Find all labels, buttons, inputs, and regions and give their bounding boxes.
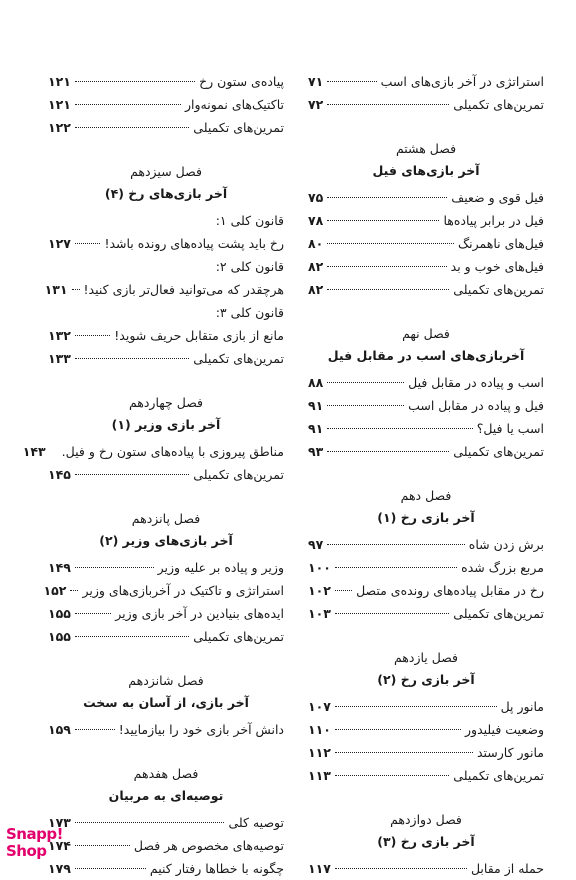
page-number: ۱۲۱	[48, 97, 71, 112]
chapter-label: فصل پانزدهم	[131, 511, 201, 526]
page-number: ۱۷۹	[48, 861, 71, 876]
toc-entry	[308, 209, 544, 232]
dot-leader	[75, 358, 189, 359]
rule-note	[48, 301, 284, 324]
entry-title: فیل‌های خوب و بد	[450, 259, 544, 274]
page-number: ۹۱	[308, 421, 324, 436]
dot-leader	[75, 243, 101, 244]
page-number: ۹۷	[308, 537, 324, 552]
page-number: ۱۰۷	[308, 699, 331, 714]
page-number: ۹۱	[308, 398, 324, 413]
chapter-title: آخر بازی‌های وزیر (۲)	[99, 533, 233, 548]
dot-leader	[327, 104, 449, 105]
page-number: ۷۵	[308, 190, 324, 205]
entry-title: تمرین‌های تکمیلی	[193, 467, 284, 482]
page-number: ۱۷۴	[48, 838, 71, 853]
page-number: ۱۱۳	[308, 768, 331, 783]
entry-title: هرچقدر که می‌توانید فعال‌تر بازی کنید!	[83, 282, 284, 297]
chapter-heading	[308, 809, 544, 853]
chapter-heading	[308, 138, 544, 182]
page-number: ۱۱۲	[308, 745, 331, 760]
dot-leader	[327, 289, 449, 290]
toc-entry	[48, 463, 284, 486]
chapter-title: آخر بازی رخ (۲)	[377, 672, 475, 687]
entry-title: تمرین‌های تکمیلی	[453, 97, 544, 112]
toc-entry	[48, 834, 284, 857]
toc-entry	[308, 417, 544, 440]
dot-leader	[327, 451, 449, 452]
page-number: ۱۷۳	[48, 815, 71, 830]
page-number: ۱۱۰	[308, 722, 331, 737]
page-number: ۹۳	[308, 444, 324, 459]
chapter-title: آخر بازی وزیر (۱)	[111, 417, 221, 432]
toc-entry	[308, 232, 544, 255]
toc-entry	[48, 556, 284, 579]
toc-entry	[22, 440, 284, 463]
dot-leader	[335, 752, 473, 753]
page-number: ۸۰	[308, 236, 324, 251]
entry-title: تاکتیک‌های نمونه‌وار	[184, 97, 284, 112]
entry-title: چگونه با خطاها رفتار کنیم	[149, 861, 284, 876]
toc-entry	[48, 116, 284, 139]
toc-entry	[308, 764, 544, 787]
chapter-label: فصل نهم	[402, 326, 450, 341]
page-number: ۱۴۵	[48, 467, 71, 482]
entry-title: قانون کلی ۲:	[215, 259, 284, 274]
dot-leader	[72, 289, 80, 290]
dot-leader	[75, 104, 181, 105]
entry-title: اسب یا فیل؟	[476, 421, 544, 436]
chapter-heading	[48, 670, 284, 714]
snapp-shop-logo	[6, 826, 62, 866]
toc-entry	[308, 741, 544, 764]
page-number: ۱۳۳	[48, 351, 71, 366]
entry-title: استراتژی در آخر بازی‌های اسب	[380, 74, 544, 89]
chapter-heading	[48, 763, 284, 807]
toc-entry	[308, 186, 544, 209]
toc-entry	[308, 695, 544, 718]
entry-title: رخ در مقابل پیاده‌های رونده‌ی متصل	[356, 583, 544, 598]
logo-line-2: Shop	[6, 842, 47, 860]
dot-leader	[75, 845, 130, 846]
chapter-heading	[48, 161, 284, 205]
toc-entry	[43, 579, 284, 602]
entry-title: توصیه کلی	[228, 815, 284, 830]
dot-leader	[75, 567, 154, 568]
dot-leader	[75, 868, 146, 869]
page-number: ۱۵۵	[48, 629, 71, 644]
entry-title: وضعیت فیلیدور	[465, 722, 544, 737]
chapter-label: فصل دوازدهم	[390, 812, 462, 827]
page-number: ۱۱۷	[308, 861, 331, 876]
chapter-title: آخر بازی‌های فیل	[372, 163, 480, 178]
entry-title: تمرین‌های تکمیلی	[193, 120, 284, 135]
dot-leader	[75, 127, 189, 128]
chapter-title: آخر بازی، از آسان به سخت	[83, 695, 249, 710]
dot-leader	[327, 428, 472, 429]
toc-entry	[308, 371, 544, 394]
chapter-label: فصل شانزدهم	[128, 673, 204, 688]
page-number: ۱۰۳	[308, 606, 331, 621]
entry-title: مربع بزرگ شده	[461, 560, 544, 575]
entry-title: رخ باید پشت پیاده‌های رونده باشد!	[104, 236, 284, 251]
dot-leader	[75, 474, 189, 475]
dot-leader	[327, 220, 439, 221]
page-number: ۱۰۰	[308, 560, 331, 575]
entry-title: مانور کارستد	[476, 745, 544, 760]
toc-entry	[48, 625, 284, 648]
toc-entry	[308, 93, 544, 116]
page-number: ۱۰۲	[308, 583, 331, 598]
toc-entry	[44, 278, 284, 301]
entry-title: تمرین‌های تکمیلی	[453, 606, 544, 621]
toc-entry	[48, 602, 284, 625]
page-number: ۱۵۵	[48, 606, 71, 621]
entry-title: فیل قوی و ضعیف	[451, 190, 544, 205]
toc-entry	[48, 718, 284, 741]
chapter-heading	[308, 323, 544, 367]
toc-entry	[308, 255, 544, 278]
toc-entry	[308, 718, 544, 741]
entry-title: قانون کلی ۳:	[215, 305, 284, 320]
dot-leader	[75, 636, 189, 637]
page-number: ۱۳۲	[48, 328, 71, 343]
toc-entry	[48, 324, 284, 347]
dot-leader	[75, 822, 225, 823]
dot-leader	[335, 613, 449, 614]
dot-leader	[327, 243, 454, 244]
dot-leader	[327, 197, 447, 198]
toc-entry	[308, 857, 544, 880]
dot-leader	[75, 335, 110, 336]
dot-leader	[327, 81, 376, 82]
entry-title: تمرین‌های تکمیلی	[453, 768, 544, 783]
toc-entry	[48, 811, 284, 834]
dot-leader	[327, 382, 404, 383]
entry-title: توصیه‌های مخصوص هر فصل	[133, 838, 284, 853]
page-number: ۱۲۷	[48, 236, 71, 251]
entry-title: تمرین‌های تکمیلی	[193, 629, 284, 644]
toc-entry	[48, 347, 284, 370]
dot-leader	[335, 706, 497, 707]
rule-note	[48, 255, 284, 278]
toc-entry	[308, 579, 544, 602]
page-number: ۱۴۳	[22, 444, 46, 459]
dot-leader	[70, 590, 78, 591]
dot-leader	[327, 266, 446, 267]
toc-entry	[308, 533, 544, 556]
chapter-heading	[308, 647, 544, 691]
entry-title: فیل‌های ناهمرنگ	[457, 236, 544, 251]
entry-title: دانش آخر بازی خود را بیازمایید!	[118, 722, 284, 737]
chapter-heading	[48, 508, 284, 552]
page-number: ۷۲	[308, 97, 324, 112]
entry-title: استراتژی و تاکتیک در آخربازی‌های وزیر	[82, 583, 284, 598]
entry-title: تمرین‌های تکمیلی	[453, 444, 544, 459]
dot-leader	[335, 590, 352, 591]
page-number: ۱۵۲	[43, 583, 67, 598]
rule-note	[48, 209, 284, 232]
chapter-title: آخر بازی رخ (۱)	[377, 510, 475, 525]
chapter-title: توصیه‌ای به مربیان	[108, 788, 224, 803]
toc-entry	[48, 93, 284, 116]
page-number: ۸۲	[308, 282, 324, 297]
dot-leader	[75, 81, 195, 82]
chapter-label: فصل سیزدهم	[130, 164, 202, 179]
dot-leader	[335, 729, 461, 730]
dot-leader	[75, 613, 111, 614]
dot-leader	[335, 775, 449, 776]
page-number: ۱۵۹	[48, 722, 71, 737]
page-number: ۸۸	[308, 375, 324, 390]
chapter-label: فصل چهاردهم	[128, 395, 204, 410]
chapter-label: فصل هفدهم	[133, 766, 199, 781]
page-number: ۱۴۹	[48, 560, 71, 575]
entry-title: فیل در برابر پیاده‌ها	[443, 213, 544, 228]
page-number: ۱۲۱	[48, 74, 71, 89]
toc-entry	[308, 556, 544, 579]
page-number: ۱۲۲	[48, 120, 71, 135]
toc-entry	[308, 440, 544, 463]
chapter-title: آخر بازی‌های رخ (۴)	[104, 186, 228, 201]
toc-entry	[48, 70, 284, 93]
entry-title: اسب و پیاده در مقابل فیل	[408, 375, 544, 390]
chapter-heading	[48, 392, 284, 436]
dot-leader	[335, 567, 457, 568]
logo-line-1: Snapp!	[6, 825, 63, 843]
entry-title: تمرین‌های تکمیلی	[193, 351, 284, 366]
toc-entry	[308, 70, 544, 93]
toc-entry	[308, 394, 544, 417]
entry-title: حمله از مقابل	[470, 861, 544, 876]
page-number: ۱۳۱	[44, 282, 68, 297]
entry-title: مانور پل	[500, 699, 544, 714]
chapter-label: فصل یازدهم	[393, 650, 459, 665]
entry-title: وزیر و پیاده بر علیه وزیر	[157, 560, 284, 575]
entry-title: تمرین‌های تکمیلی	[453, 282, 544, 297]
page-number: ۸۲	[308, 259, 324, 274]
toc-entry	[48, 232, 284, 255]
entry-title: پیاده‌ی ستون رخ	[199, 74, 284, 89]
toc-entry	[308, 278, 544, 301]
toc-column-right	[308, 70, 544, 880]
dot-leader	[327, 405, 404, 406]
chapter-heading	[308, 485, 544, 529]
toc-entry	[308, 602, 544, 625]
chapter-label: فصل هشتم	[395, 141, 457, 156]
chapter-title: آخر بازی رخ (۳)	[377, 834, 475, 849]
entry-title: مانع از بازی متقابل حریف شوید!	[114, 328, 284, 343]
entry-title: قانون کلی ۱:	[215, 213, 284, 228]
chapter-label: فصل دهم	[400, 488, 452, 503]
dot-leader	[75, 729, 115, 730]
page-number: ۷۱	[308, 74, 324, 89]
entry-title: ایده‌های بنیادین در آخر بازی وزیر	[115, 606, 284, 621]
entry-title: فیل و پیاده در مقابل اسب	[408, 398, 544, 413]
toc-entry	[48, 857, 284, 880]
chapter-title: آخربازی‌های اسب در مقابل فیل	[327, 348, 525, 363]
entry-title: برش زدن شاه	[468, 537, 544, 552]
page-number: ۷۸	[308, 213, 324, 228]
entry-title: مناطق پیروزی با پیاده‌های ستون رخ و فیل.	[61, 444, 284, 459]
dot-leader	[327, 544, 465, 545]
dot-leader	[335, 868, 467, 869]
